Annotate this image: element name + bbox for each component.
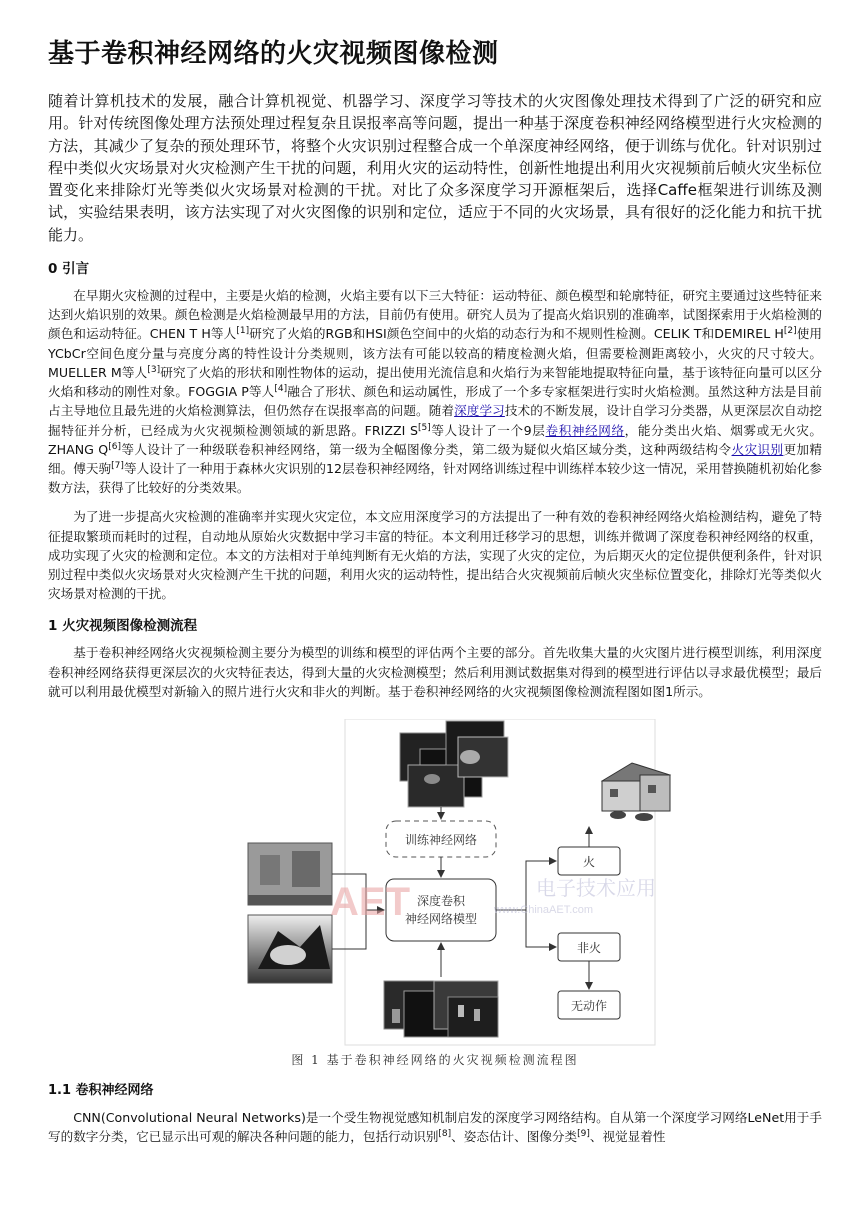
citation-6: [6] — [108, 441, 121, 452]
section-heading-introduction: 0 引言 — [48, 261, 90, 278]
figure-caption: 图 1 基于卷积神经网络的火灾视频检测流程图 — [291, 1052, 579, 1067]
article — [48, 36, 822, 1156]
figure-1 — [48, 719, 822, 1074]
article-title: 基于卷积神经网络的火灾视频图像检测 — [48, 39, 499, 69]
flowchart-diagram — [48, 719, 822, 1049]
training-images-stack — [400, 721, 508, 807]
section-heading-cnn: 1.1 卷积神经网络 — [48, 1082, 154, 1098]
no-action-label: 无动作 — [570, 998, 608, 1013]
non-fire-images-stack — [384, 981, 498, 1037]
citation-3: [3] — [147, 364, 161, 375]
abstract: 随着计算机技术的发展，融合计算机视觉、机器学习、深度学习等技术的火灾图像处理技术得到了广泛的研究和应用。针对传统图像处理方法预处理过程复杂且误报率高等问题，提出一种基于深度卷积神经网络模型进行火灾检测的方法，其减少了复杂的预处理环节，将整个火灾识别过程整合成一个单深度神经网络，便于训练与优化。针对识别过程中类似火灾场景对火灾检测产生干扰的问题，利用火灾的运动特性，创新性地提出利用火灾视频前后帧火灾坐标位置变化来排除灯光等类似火灾场景对检测的干扰。对比了众多深度学习开源框架后，选择Caffe框架进行训练及测试，实验结果表明，该方法实现了对火灾图像的识别和定位，适应于不同的火灾场景，具有很好的泛化能力和抗干扰能力。 — [48, 92, 822, 244]
citation-9: [9] — [577, 1128, 590, 1139]
cnn-model-label-line1: 深度卷积 — [416, 893, 466, 908]
citation-8: [8] — [438, 1128, 452, 1139]
citation-7: [7] — [111, 460, 124, 471]
watermark-chinese: 电子技术应用 — [536, 875, 656, 900]
watermark-url: www.ChinaAET.com — [494, 903, 594, 916]
fire-image-2 — [248, 915, 332, 983]
cnn-model-label-line2: 神经网络模型 — [404, 911, 478, 926]
fire-output-label: 火 — [582, 854, 596, 869]
train-network-label: 训练神经网络 — [404, 832, 478, 847]
citation-4: [4] — [274, 383, 288, 394]
pipeline-paragraph: 基于卷积神经网络火灾视频检测主要分为模型的训练和模型的评估两个主要的部分。首先收集大量的火灾图片进行模型训练，利用深度卷积神经网络获得更深层次的火灾特征表达，得到大量的火灾检测模型；然后利用测试数据集对得到的模型进行评估以寻求最优模型；最后就可以利用最优模型对新输入的照片进行火灾和非火的判断。基于卷积神经网络的火灾视频图像检测流程图如图1所示。 — [48, 645, 822, 699]
intro-paragraph-1: 在早期火灾检测的过程中，主要是火焰的检测，火焰主要有以下三大特征：运动特征、颜色模型和轮廓特征，研究主要通过这些特征来达到火焰识别的效果。颜色检测是火焰检测最早用的方法，目前仍有使用。研究人员为了提高火焰识别的准确率，试图探索用于火焰检测的颜色和运动特征。CHEN T H等人[1]研究了火焰的RGB和HSI颜色空间中的火焰的动态行为和不规则性检测。CELIK T和DEMIREL H[2]使用YCbCr空间色度分量与亮度分离的特性设计分类规则，该方法有可能以较高的精度检测火焰，但需要检测距离较小，火灾的尺寸较大。MUELLER M等人[3]研究了火焰的形状和刚性物体的运动，提出使用光流信息和火焰行为来智能地提取特征向量，基于该特征向量可以区分火焰和移动的刚性对象。FOGGIA P等人[4]融合了形状、颜色和运动属性，形成了一个多专家框架进行实时火焰检测。虽然这种方法是目前占主导地位且最先进的火焰检测算法，但仍然存在误报率高的问题。随着深度学习技术的不断发展，设计自学习分类器，从更深层次自动挖掘特征并分析，已经成为火灾视频检测领域的新思路。FRIZZI S[5]等人设计了一个9层卷积神经网络，能分类出火焰、烟雾或无火灾。ZHANG Q[6]等人设计了一种级联卷积神经网络，第一级为全幅图像分类，第二级为疑似火焰区域分类，这种两级结构令火灾识别更加精细。傅天驹[7]等人设计了一种用于森林火灾识别的12层卷积神经网络，针对网络训练过程中训练样本较少这一情况，采用替换随机初始化参数方法，获得了比较好的分类效果。 — [48, 288, 823, 496]
link-deep-learning[interactable]: 深度学习 — [454, 403, 505, 419]
watermark-logo: AET — [330, 879, 410, 924]
fire-image-1 — [248, 843, 332, 905]
house-icon — [602, 763, 670, 821]
section-heading-pipeline: 1 火灾视频图像检测流程 — [48, 618, 198, 635]
link-cnn[interactable]: 卷积神经网络 — [545, 422, 625, 438]
citation-1: [1] — [236, 326, 250, 337]
link-fire-recognition[interactable]: 火灾识别 — [731, 441, 784, 457]
cnn-paragraph: CNN(Convolutional Neural Networks)是一个受生物视觉感知机制启发的深度学习网络结构。自从第一个深度学习网络LeNet用于手写的数字分类，它已显示出可观的解决各种问题的能力，包括行动识别[8]、姿态估计、图像分类[9]、视觉显着性 — [48, 1109, 822, 1145]
citation-5: [5] — [417, 422, 431, 433]
citation-2: [2] — [783, 326, 797, 337]
nonfire-output-label: 非火 — [576, 940, 602, 955]
intro-paragraph-2: 为了进一步提高火灾检测的准确率并实现火灾定位，本文应用深度学习的方法提出了一种有效的卷积神经网络火焰检测结构，避免了特征提取繁琐而耗时的过程，自动地从原始火灾数据中学习丰富的特征。本文利用迁移学习的思想，训练并微调了深度卷积神经网络的权重，成功实现了火灾的检测和定位。本文的方法相对于单纯判断有无火焰的方法，实现了火灾的定位，为后期灭火的定位提供便利条件，针对识别过程中类似火灾场景对火灾检测产生干扰的问题，利用火灾的运动特性，提出结合火灾视频前后帧火灾坐标位置变化，排除灯光等类似火灾场景对检测的干扰。 — [48, 509, 822, 602]
